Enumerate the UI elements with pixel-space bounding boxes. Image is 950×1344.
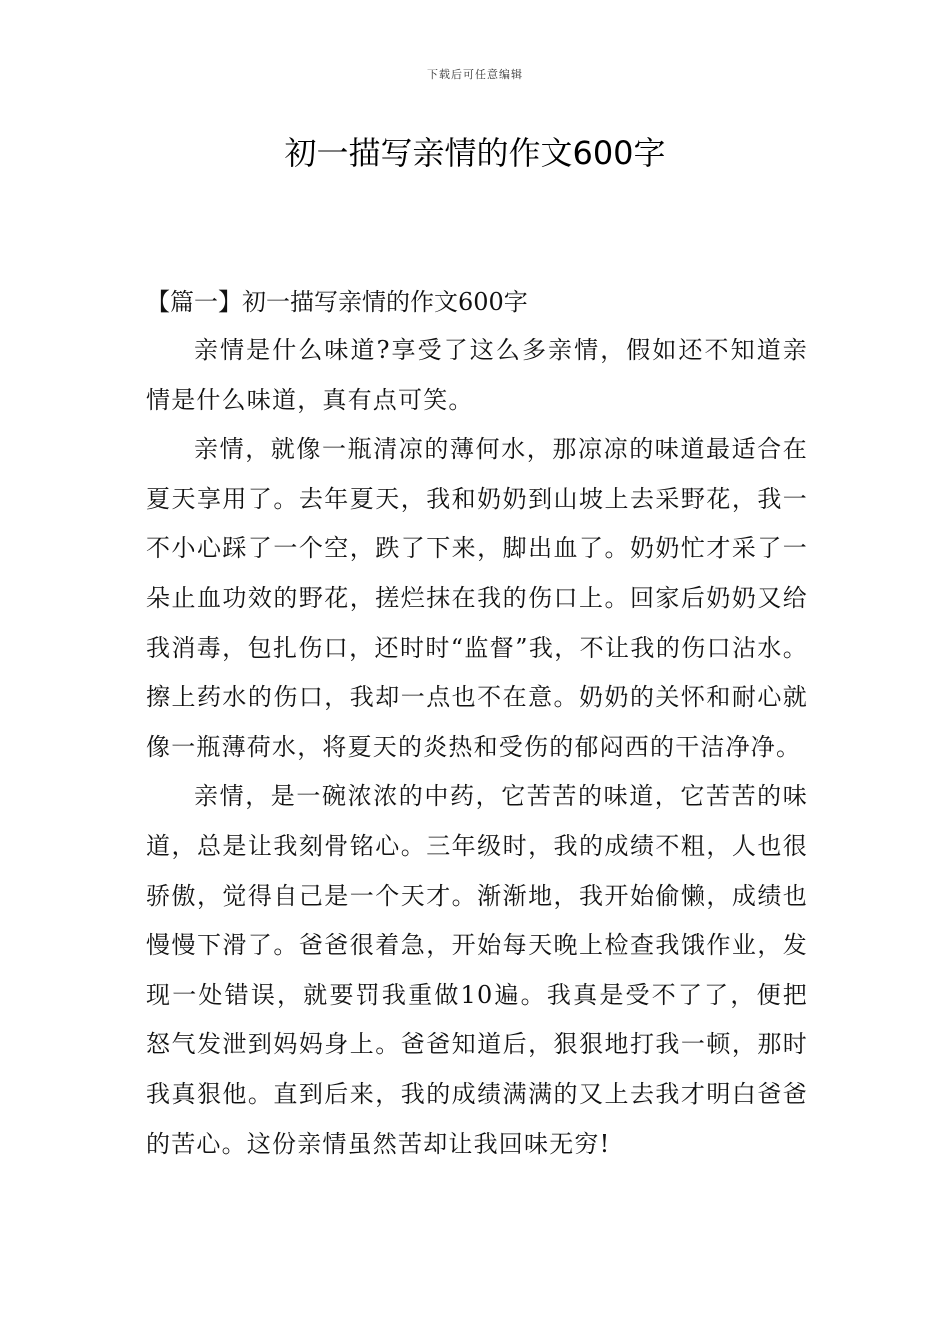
document-body	[146, 278, 808, 1169]
document-title: 初一描写亲情的作文600字	[284, 134, 666, 172]
paragraph-2: 亲情，就像一瓶清凉的薄何水，那凉凉的味道最适合在夏天享用了。去年夏天，我和奶奶到山坡上去采野花，我一不小心踩了一个空，跌了下来，脚出血了。奶奶忙才采了一朵止血功效的野花，搓烂抹在我的伤口上。回家后奶奶又给我消毒，包扎伤口，还时时“监督”我，不让我的伤口沾水。擦上药水的伤口，我却一点也不在意。奶奶的关怀和耐心就像一瓶薄荷水，将夏天的炎热和受伤的郁闷西的干洁净净。	[146, 435, 808, 761]
paragraph-3: 亲情，是一碗浓浓的中药，它苦苦的味道，它苦苦的味道，总是让我刻骨铭心。三年级时，我的成绩不粗，人也很骄傲，觉得自己是一个天才。渐渐地，我开始偷懒，成绩也慢慢下滑了。爸爸很着急，开始每天晚上检查我饿作业，发现一处错误，就要罚我重做10遍。我真是受不了了，便把怒气发泄到妈妈身上。爸爸知道后，狠狠地打我一顿，那时我真狠他。直到后来，我的成绩满满的又上去我才明白爸爸的苦心。这份亲情虽然苦却让我回味无穷!	[146, 782, 808, 1158]
section-heading: 【篇一】初一描写亲情的作文600字	[146, 288, 528, 316]
header-note: 下载后可任意编辑	[427, 68, 523, 81]
paragraph-1: 亲情是什么味道?享受了这么多亲情，假如还不知道亲情是什么味道，真有点可笑。	[146, 336, 808, 414]
